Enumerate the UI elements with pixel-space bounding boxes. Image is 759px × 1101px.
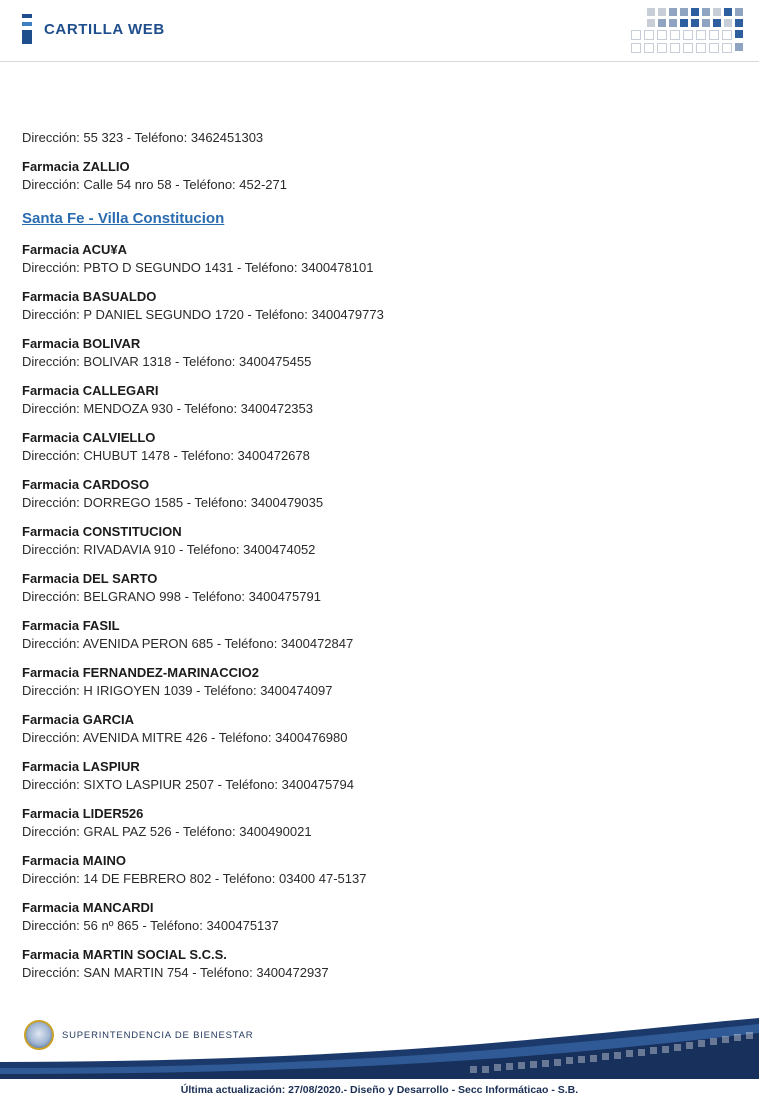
pharmacy-address: Dirección: H IRIGOYEN 1039 - Teléfono: 3400474097: [22, 683, 333, 698]
pharmacy-address: Dirección: BOLIVAR 1318 - Teléfono: 3400475455: [22, 354, 312, 369]
pharmacy-entry: [22, 664, 737, 700]
pharmacy-name: Farmacia ZALLIO: [22, 159, 130, 174]
pixel-grid-icon: [623, 8, 743, 50]
pharmacy-address: Dirección: GRAL PAZ 526 - Teléfono: 3400490021: [22, 824, 312, 839]
pharmacy-entry: [22, 523, 737, 559]
pharmacy-entry: [22, 382, 737, 418]
leading-address-line: Dirección: 55 323 - Teléfono: 3462451303: [22, 130, 264, 145]
pharmacy-address: Dirección: BELGRANO 998 - Teléfono: 3400475791: [22, 589, 321, 604]
pharmacy-address: Dirección: SAN MARTIN 754 - Teléfono: 3400472937: [22, 965, 329, 980]
pharmacy-address: Dirección: 56 nº 865 - Teléfono: 3400475137: [22, 918, 279, 933]
pharmacy-address: Dirección: Calle 54 nro 58 - Teléfono: 452-271: [22, 177, 287, 192]
pharmacy-address: Dirección: AVENIDA MITRE 426 - Teléfono: 3400476980: [22, 730, 348, 745]
pharmacy-address: Dirección: RIVADAVIA 910 - Teléfono: 3400474052: [22, 542, 316, 557]
brand: [22, 14, 165, 44]
pharmacy-name: Farmacia BOLIVAR: [22, 336, 141, 351]
page-footer: [0, 1016, 759, 1101]
pharmacy-entry: [22, 335, 737, 371]
pharmacy-name: Farmacia LIDER526: [22, 806, 144, 821]
pharmacy-entry: [22, 617, 737, 653]
pharmacy-name: Farmacia LASPIUR: [22, 759, 140, 774]
pharmacy-address: Dirección: CHUBUT 1478 - Teléfono: 3400472678: [22, 448, 310, 463]
page-header: [0, 0, 759, 62]
pharmacy-address: Dirección: PBTO D SEGUNDO 1431 - Teléfono: 3400478101: [22, 260, 374, 275]
last-update-text: Última actualización: 27/08/2020.- Diseño y Desarrollo - Secc Informáticao - S.B.: [180, 1084, 579, 1096]
pharmacy-name: Farmacia CALLEGARI: [22, 383, 159, 398]
brand-title: CARTILLA WEB: [44, 20, 165, 38]
pharmacy-name: Farmacia FASIL: [22, 618, 120, 633]
pharmacy-entry: [22, 476, 737, 512]
pharmacy-address: Dirección: MENDOZA 930 - Teléfono: 3400472353: [22, 401, 313, 416]
pharmacy-entry: [22, 241, 737, 277]
pharmacy-entry: [22, 852, 737, 888]
pharmacy-entry: [22, 758, 737, 794]
pharmacy-address: Dirección: DORREGO 1585 - Teléfono: 3400479035: [22, 495, 324, 510]
footer-bar: [0, 1079, 759, 1101]
pharmacy-entry: [22, 158, 737, 194]
institution-name: SUPERINTENDENCIA DE BIENESTAR: [62, 1029, 254, 1041]
pharmacy-entry: [22, 429, 737, 465]
pharmacy-name: Farmacia FERNANDEZ-MARINACCIO2: [22, 665, 259, 680]
pharmacy-name: Farmacia GARCIA: [22, 712, 134, 727]
pharmacy-address: Dirección: P DANIEL SEGUNDO 1720 - Teléfono: 3400479773: [22, 307, 384, 322]
pharmacy-name: Farmacia CARDOSO: [22, 477, 150, 492]
document-content: [22, 128, 737, 993]
pharmacy-address: Dirección: AVENIDA PERON 685 - Teléfono: 3400472847: [22, 636, 354, 651]
pharmacy-name: Farmacia BASUALDO: [22, 289, 157, 304]
pharmacy-address: Dirección: 14 DE FEBRERO 802 - Teléfono: 03400 47-5137: [22, 871, 367, 886]
pharmacy-entry: [22, 570, 737, 606]
section-title[interactable]: Santa Fe - Villa Constitucion: [22, 210, 225, 227]
pharmacy-name: Farmacia CONSTITUCION: [22, 524, 182, 539]
pharmacy-name: Farmacia MANCARDI: [22, 900, 154, 915]
pharmacy-entry: [22, 805, 737, 841]
institution-logo: [24, 1020, 253, 1050]
pharmacy-name: Farmacia ACU¥A: [22, 242, 128, 257]
pharmacy-name: Farmacia MARTIN SOCIAL S.C.S.: [22, 947, 227, 962]
pharmacy-entry: [22, 288, 737, 324]
bars-icon: [22, 14, 32, 44]
pharmacy-name: Farmacia MAINO: [22, 853, 127, 868]
pharmacy-name: Farmacia CALVIELLO: [22, 430, 156, 445]
pharmacy-entry: [22, 711, 737, 747]
pharmacy-address: Dirección: SIXTO LASPIUR 2507 - Teléfono: 3400475794: [22, 777, 354, 792]
pharmacy-name: Farmacia DEL SARTO: [22, 571, 158, 586]
pharmacy-entry: [22, 899, 737, 935]
crest-icon: [24, 1020, 54, 1050]
pharmacy-entry: [22, 946, 737, 982]
